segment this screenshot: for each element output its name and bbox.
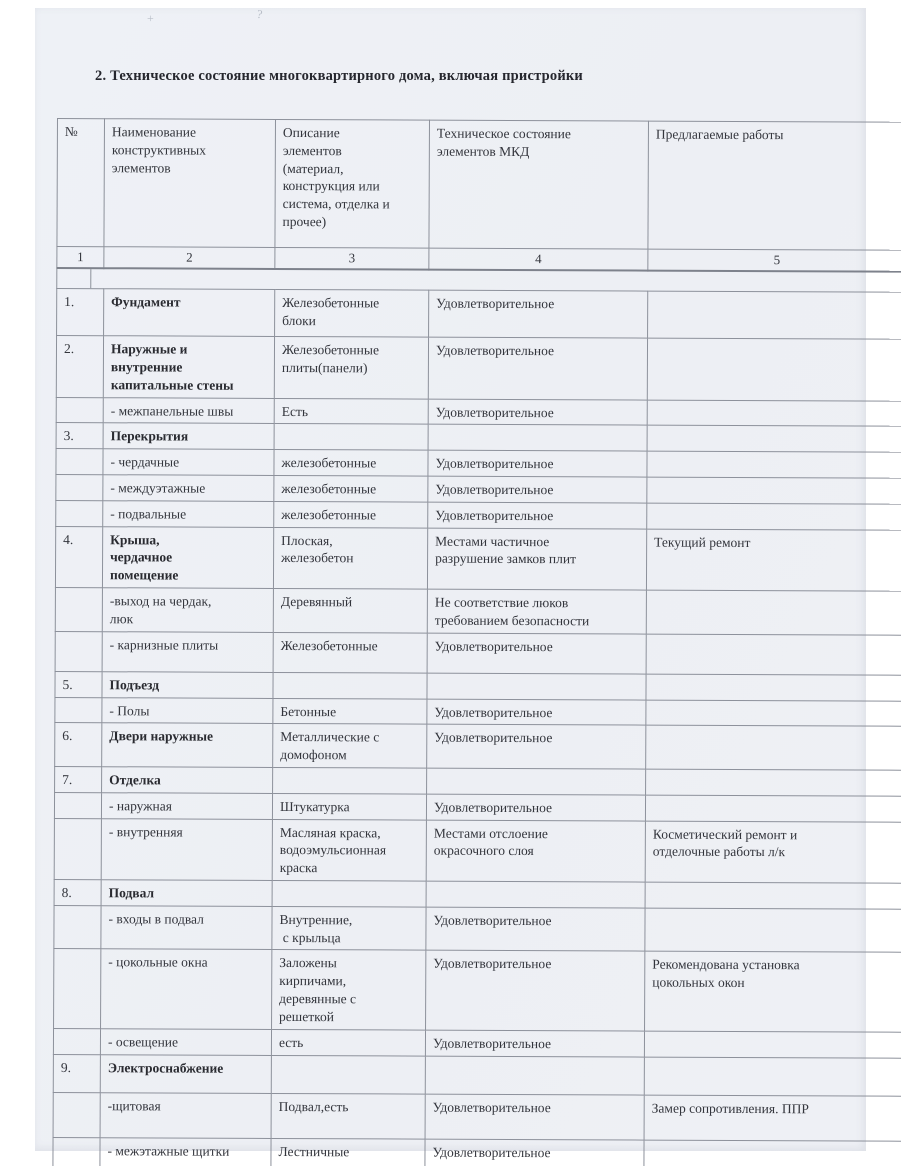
column-numbers-row — [57, 247, 901, 272]
column-number-4: 4 — [429, 248, 648, 271]
table-row — [56, 449, 901, 479]
cell-desc: Подвал,есть — [271, 1093, 425, 1139]
cell-desc: железобетонные — [274, 501, 428, 527]
cell-state — [428, 425, 647, 452]
cell-desc: Лестничные — [271, 1138, 425, 1166]
cell-state: Удовлетворительное — [428, 399, 647, 426]
cell-num — [55, 588, 102, 632]
cell-works: Замер сопротивления. ППР — [644, 1095, 901, 1141]
section-title: 2. Техническое состояние многоквартирного дома, включая пристройки — [95, 68, 583, 84]
cell-name: -выход на чердак, люк — [102, 588, 273, 632]
table-row — [56, 500, 901, 530]
cell-num — [55, 631, 102, 671]
cell-desc: Металлические с домофоном — [273, 724, 427, 768]
cell-name: - межпанельные швы — [103, 397, 274, 424]
cell-name: - Полы — [102, 697, 273, 724]
cell-name: Подъезд — [102, 671, 273, 698]
column-number-1: 1 — [57, 247, 104, 269]
cell-num — [54, 818, 101, 880]
cell-state: Удовлетворительное — [425, 1094, 644, 1140]
cell-name: - междуэтажные — [103, 475, 274, 502]
cell-name: - межэтажные щитки — [100, 1137, 271, 1166]
cell-desc: Железобетонные плиты(панели) — [274, 337, 428, 399]
cell-works — [646, 590, 901, 635]
cell-state: Удовлетворительное — [428, 450, 647, 477]
header-cell-1: № — [57, 119, 105, 247]
table-row — [53, 1092, 901, 1141]
cell-num: 7. — [55, 766, 102, 792]
header-cell-5: Предлагаемые работы — [648, 121, 901, 250]
cell-works — [646, 769, 901, 796]
table-header — [56, 118, 901, 273]
cell-num: 4. — [55, 526, 102, 588]
cell-state: Не соответствие люков требованием безопасности — [427, 589, 646, 634]
cell-works — [644, 1057, 901, 1096]
cell-desc: Железобетонные блоки — [275, 290, 429, 338]
table-row — [55, 766, 901, 796]
cell-desc: железобетонные — [274, 475, 428, 501]
cell-num: 8. — [54, 880, 101, 906]
cell-state: Удовлетворительное — [429, 290, 648, 338]
header-cell-2: Наименование конструктивных элементов — [104, 119, 276, 248]
cell-name: Отделка — [102, 767, 273, 794]
cell-num — [56, 500, 103, 526]
cell-num — [56, 475, 103, 501]
cell-works — [648, 291, 901, 339]
cell-name: Подвал — [101, 880, 272, 907]
cell-state: Удовлетворительное — [426, 907, 645, 952]
cell-state: Удовлетворительное — [426, 951, 645, 1031]
cell-works — [644, 1140, 901, 1166]
table-row — [54, 792, 901, 822]
cell-desc: Внутренние, с крыльца — [272, 906, 426, 950]
cell-works — [646, 674, 901, 701]
condition-table — [52, 288, 901, 1166]
cell-num — [54, 949, 101, 1028]
header-cell-4: Техническое состояние элементов МКД — [429, 120, 649, 249]
table-row — [56, 423, 901, 453]
cell-num — [56, 449, 103, 475]
column-number-2: 2 — [104, 247, 275, 269]
cell-works — [647, 503, 901, 530]
cell-desc: Деревянный — [273, 589, 427, 633]
cell-name: Фундамент — [104, 289, 275, 337]
cell-state: Местами частичное разрушение замков плит — [427, 528, 646, 590]
cell-state: Удовлетворительное — [427, 699, 646, 726]
cell-desc: Штукатурка — [272, 793, 426, 819]
cell-desc — [274, 424, 428, 450]
cell-name: - чердачные — [103, 449, 274, 476]
cell-state: Местами отслоение окрасочного слоя — [426, 820, 645, 882]
cell-state: Удовлетворительное — [428, 502, 647, 529]
cell-state: Удовлетворительное — [427, 724, 646, 769]
cell-name: -щитовая — [100, 1092, 271, 1138]
cell-desc: железобетонные — [274, 450, 428, 476]
cell-name: - освещение — [100, 1028, 271, 1055]
cell-name: - цокольные окна — [101, 949, 272, 1029]
cell-desc: Бетонные — [273, 698, 427, 724]
table-row — [53, 1054, 901, 1096]
cell-works — [647, 477, 901, 504]
cell-desc: Плоская, железобетон — [273, 527, 427, 589]
table-row — [56, 336, 901, 401]
cell-works: Косметический ремонт и отделочные работы л/к — [645, 821, 901, 884]
table-row — [56, 475, 901, 505]
cell-works: Рекомендована установка цокольных окон — [645, 952, 901, 1032]
cell-state: Удовлетворительное — [428, 476, 647, 503]
cell-num — [54, 905, 101, 949]
cell-name: Электроснабжение — [100, 1054, 271, 1093]
cell-desc — [272, 880, 426, 906]
table-row — [55, 723, 901, 770]
table-area — [52, 118, 901, 1166]
cell-desc — [271, 1055, 425, 1094]
cell-state — [425, 1056, 644, 1095]
cell-works — [647, 451, 901, 478]
cell-works — [645, 882, 901, 909]
cell-desc: есть — [271, 1029, 425, 1055]
table-row — [54, 880, 901, 910]
cell-works: Текущий ремонт — [646, 529, 901, 592]
table-row — [55, 697, 901, 727]
cell-name: Двери наружные — [102, 723, 273, 767]
table-row — [55, 631, 901, 675]
cell-name: - карнизные плиты — [102, 631, 273, 672]
cell-num — [53, 1028, 100, 1054]
cell-num: 2. — [56, 336, 103, 398]
cell-works — [646, 700, 901, 727]
column-number-5: 5 — [648, 249, 901, 272]
cell-num — [54, 792, 101, 818]
pencil-mark-left: + — [147, 11, 154, 25]
cell-state: Удовлетворительное — [426, 794, 645, 821]
table-row — [57, 289, 901, 340]
cell-name: - подвальные — [103, 501, 274, 528]
cell-state — [426, 881, 645, 908]
cell-desc: Масляная краска, водоэмульсионная краска — [272, 819, 426, 881]
cell-works — [645, 908, 901, 953]
cell-state: Удовлетворительное — [427, 633, 646, 674]
cell-num: 3. — [56, 423, 103, 449]
cell-num — [56, 397, 103, 423]
cell-works — [646, 634, 901, 675]
pencil-mark-right: ? — [256, 6, 264, 22]
column-number-3: 3 — [275, 247, 429, 269]
paper-sheet — [35, 6, 866, 1160]
table-row — [53, 1137, 901, 1166]
cell-num: 9. — [53, 1054, 100, 1092]
header-row — [57, 119, 901, 251]
cell-works — [647, 338, 901, 401]
table-row — [53, 1028, 901, 1058]
cell-desc: Железобетонные — [273, 632, 427, 673]
cell-works — [646, 725, 901, 770]
table-row — [54, 818, 901, 883]
table-row — [55, 588, 901, 635]
cell-desc: Заложены кирпичами, деревянные с решеткой — [272, 950, 426, 1030]
cell-state — [427, 673, 646, 700]
cell-name: - наружная — [101, 792, 272, 819]
header-cell-3: Описание элементов (материал, конструкция или система, отделка и прочее) — [275, 119, 430, 248]
cell-num — [53, 1092, 100, 1137]
cell-desc: Есть — [274, 398, 428, 424]
table-row — [54, 949, 901, 1032]
cell-state: Удовлетворительное — [425, 1030, 644, 1057]
table-row — [56, 397, 901, 427]
cell-works — [647, 400, 901, 427]
cell-state — [427, 768, 646, 795]
cell-num — [55, 697, 102, 723]
cell-num: 5. — [55, 671, 102, 697]
cell-name: Перекрытия — [103, 423, 274, 450]
table-row — [55, 671, 901, 701]
table-row — [54, 905, 901, 952]
cell-state: Удовлетворительное — [425, 1139, 644, 1166]
cell-num: 1. — [57, 289, 104, 336]
cell-name: Крыша, чердачное помещение — [102, 526, 273, 588]
cell-num — [53, 1137, 100, 1166]
cell-works — [644, 1031, 901, 1058]
cell-name: Наружные и внутренние капитальные стены — [103, 336, 274, 398]
cell-num: 6. — [55, 723, 102, 767]
table-row — [55, 526, 901, 591]
cell-works — [647, 425, 901, 452]
cell-desc — [273, 767, 427, 793]
cell-desc — [273, 672, 427, 698]
cell-name: - внутренняя — [101, 818, 272, 880]
number-column-continuation — [56, 269, 91, 288]
cell-state: Удовлетворительное — [428, 337, 647, 399]
cell-name: - входы в подвал — [101, 906, 272, 950]
cell-works — [645, 795, 901, 822]
